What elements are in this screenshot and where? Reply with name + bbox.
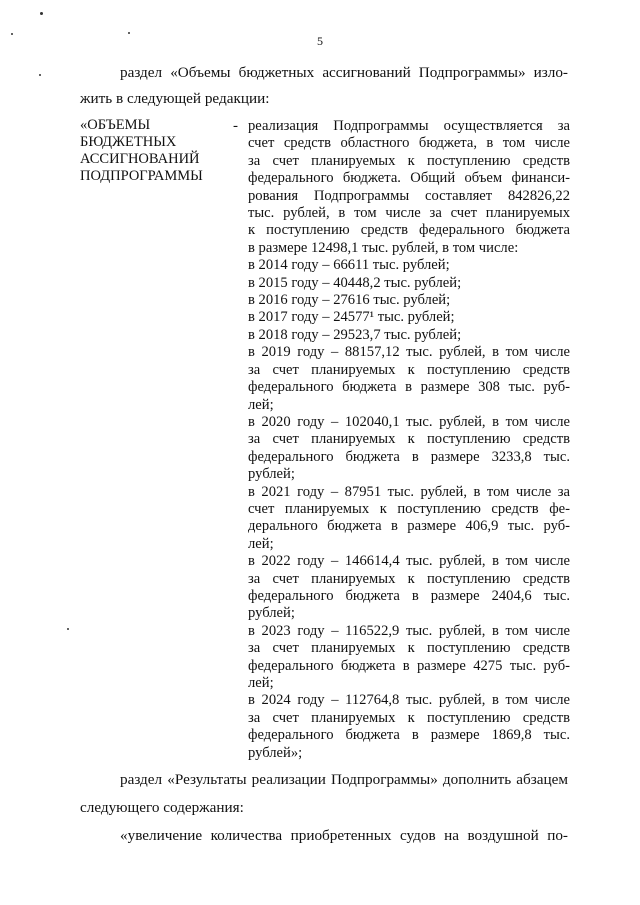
last-paragraph xyxy=(80,826,568,845)
budget-label-line: БЮДЖЕТНЫХ xyxy=(80,134,177,150)
intro-paragraph xyxy=(80,63,568,108)
results-paragraph-cont xyxy=(80,798,568,817)
budget-text-line: за счет планируемых к поступлению средств xyxy=(248,709,570,726)
budget-text-line: за счет планируемых к поступлению средств xyxy=(248,431,570,448)
budget-text-line: рублей»; xyxy=(248,744,303,761)
budget-text xyxy=(248,118,570,762)
last-line-1: «увеличение количества приобретенных судов на воздушной по- xyxy=(120,827,568,844)
budget-text-line: лей; xyxy=(248,675,274,691)
budget-text-line: в 2019 году – 88157,12 тыс. рублей, в том числе xyxy=(248,344,570,361)
budget-text-line: за счет планируемых к поступлению средств xyxy=(248,570,570,587)
intro-line-2: жить в следующей редакции: xyxy=(80,90,270,107)
budget-label-line: ПОДПРОГРАММЫ xyxy=(80,168,203,184)
budget-label xyxy=(80,117,230,185)
budget-text-line: рублей; xyxy=(248,605,295,622)
budget-text-line: в 2023 году – 116522,9 тыс. рублей, в том числе xyxy=(248,622,570,639)
budget-text-line: в 2018 году – 29523,7 тыс. рублей; xyxy=(248,326,462,343)
budget-text-line: в 2015 году – 40448,2 тыс. рублей; xyxy=(248,274,462,291)
results-line-2: следующего содержания: xyxy=(80,799,244,816)
budget-text-line: рублей; xyxy=(248,466,295,483)
budget-text-line: тыс. рублей, в том числе за счет планируемых xyxy=(248,205,570,222)
budget-text-line: за счет планируемых к поступлению средств xyxy=(248,361,570,378)
budget-text-line: счет средств областного бюджета, в том числе xyxy=(248,135,570,152)
budget-text-line: федерального бюджета в размере 3233,8 тыс. xyxy=(248,448,570,465)
budget-text-line: рования Подпрограммы составляет 842826,22 xyxy=(248,187,570,204)
results-paragraph xyxy=(80,770,568,789)
budget-text-line: лей; xyxy=(248,535,274,552)
budget-text-line: лей; xyxy=(248,396,274,413)
dash-separator: - xyxy=(233,118,238,134)
budget-text-line: в 2017 году – 24577¹ тыс. рублей; xyxy=(248,309,455,326)
budget-text-line: федерального бюджета в размере 4275 тыс. руб- xyxy=(248,657,570,674)
scan-speck xyxy=(39,74,41,76)
budget-text-line: реализация Подпрограммы осуществляется за xyxy=(248,118,570,134)
budget-text-line: в 2016 году – 27616 тыс. рублей; xyxy=(248,292,451,309)
budget-text-line: к поступлению средств федерального бюджета xyxy=(248,222,570,239)
budget-label-line: АССИГНОВАНИЙ xyxy=(80,151,200,167)
scan-speck xyxy=(40,12,43,15)
budget-text-line: дерального бюджета в размере 406,9 тыс. руб- xyxy=(248,518,570,535)
budget-text-line: федерального бюджета в размере 1869,8 тыс. xyxy=(248,727,570,744)
budget-label-line: «ОБЪЕМЫ xyxy=(80,117,151,133)
budget-text-line: в 2020 году – 102040,1 тыс. рублей, в том числе xyxy=(248,413,570,430)
budget-text-line: в 2024 году – 112764,8 тыс. рублей, в том числе xyxy=(248,692,570,709)
results-line-1: раздел «Результаты реализации Подпрограммы» дополнить абзацем xyxy=(120,771,568,788)
page-number: 5 xyxy=(317,34,323,48)
budget-text-line: федерального бюджета. Общий объем финанси- xyxy=(248,170,570,187)
budget-text-line: за счет планируемых к поступлению средств xyxy=(248,640,570,657)
scan-speck xyxy=(67,628,69,630)
budget-text-line: в 2021 году – 87951 тыс. рублей, в том числе за xyxy=(248,483,570,500)
budget-text-line: счет планируемых к поступлению средств фе- xyxy=(248,500,570,517)
budget-text-line: в 2022 году – 146614,4 тыс. рублей, в том числе xyxy=(248,553,570,570)
budget-text-line: федерального бюджета в размере 308 тыс. руб- xyxy=(248,379,570,396)
intro-line-1: раздел «Объемы бюджетных ассигнований Подпрограммы» изло- xyxy=(120,64,568,81)
budget-text-line: в 2014 году – 66611 тыс. рублей; xyxy=(248,257,450,274)
budget-text-line: федерального бюджета в размере 2404,6 тыс. xyxy=(248,587,570,604)
budget-text-line: в размере 12498,1 тыс. рублей, в том числе: xyxy=(248,239,519,256)
budget-text-line: за счет планируемых к поступлению средств xyxy=(248,152,570,169)
